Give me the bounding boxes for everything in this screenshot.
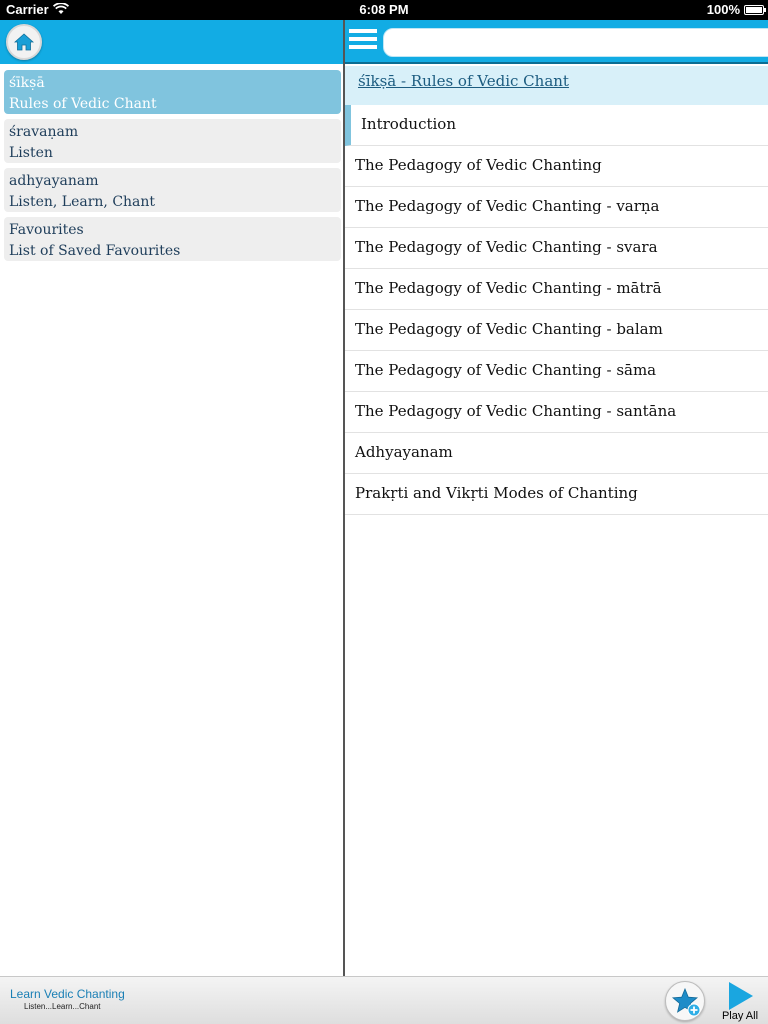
carrier-label: Carrier <box>6 2 49 17</box>
menu-item-title: śīkṣā <box>9 75 45 91</box>
master-pane <box>0 20 343 976</box>
menu-item-siksa[interactable] <box>4 70 341 114</box>
play-icon <box>727 981 755 1011</box>
topic-item[interactable]: Prakṛti and Vikṛti Modes of Chanting <box>345 474 768 515</box>
menu-item-title: adhyayanam <box>9 173 99 189</box>
menu-item-subtitle: Rules of Vedic Chant <box>9 96 157 112</box>
home-icon <box>14 32 34 52</box>
breadcrumb <box>345 66 768 105</box>
menu-item-title: Favourites <box>9 222 84 238</box>
add-favourite-button[interactable] <box>665 981 705 1021</box>
topic-item[interactable]: The Pedagogy of Vedic Chanting - balam <box>345 310 768 351</box>
app-logo-title: Learn Vedic Chanting <box>10 987 125 1001</box>
play-all-label: Play All <box>721 1010 759 1022</box>
home-button[interactable] <box>6 24 42 60</box>
menu-item-subtitle: Listen <box>9 145 53 161</box>
star-add-icon <box>671 987 701 1017</box>
topic-item[interactable]: The Pedagogy of Vedic Chanting - sāma <box>345 351 768 392</box>
play-all-button[interactable] <box>716 979 764 1024</box>
breadcrumb-link[interactable]: śīkṣā - Rules of Vedic Chant <box>358 72 569 90</box>
topic-item[interactable]: The Pedagogy of Vedic Chanting - mātrā <box>345 269 768 310</box>
bottom-toolbar <box>0 976 768 1024</box>
menu-item-title: śravaṇam <box>9 124 79 140</box>
battery-icon <box>744 5 764 15</box>
menu-item-subtitle: Listen, Learn, Chant <box>9 194 156 210</box>
menu-item-favourites[interactable] <box>4 217 341 261</box>
topic-item[interactable]: The Pedagogy of Vedic Chanting - svara <box>345 228 768 269</box>
menu-item-adhyayanam[interactable] <box>4 168 341 212</box>
battery-percent: 100% <box>706 2 740 17</box>
topic-list <box>345 105 768 515</box>
detail-pane <box>345 20 768 976</box>
menu-item-subtitle: List of Saved Favourites <box>9 243 181 259</box>
hamburger-icon[interactable] <box>349 29 377 55</box>
status-bar <box>0 0 768 20</box>
app-logo-tagline: Listen...Learn...Chant <box>24 1002 101 1011</box>
topic-item[interactable]: The Pedagogy of Vedic Chanting - varṇa <box>345 187 768 228</box>
master-toolbar <box>0 20 343 64</box>
menu-item-sravanam[interactable] <box>4 119 341 163</box>
topic-item[interactable]: The Pedagogy of Vedic Chanting - santāna <box>345 392 768 433</box>
clock: 6:08 PM <box>359 2 409 17</box>
topic-item[interactable]: Adhyayanam <box>345 433 768 474</box>
search-input[interactable] <box>383 28 768 57</box>
topic-item-introduction[interactable]: Introduction <box>345 105 768 146</box>
detail-toolbar <box>345 20 768 64</box>
topic-item[interactable]: The Pedagogy of Vedic Chanting <box>345 146 768 187</box>
section-menu <box>4 70 341 266</box>
